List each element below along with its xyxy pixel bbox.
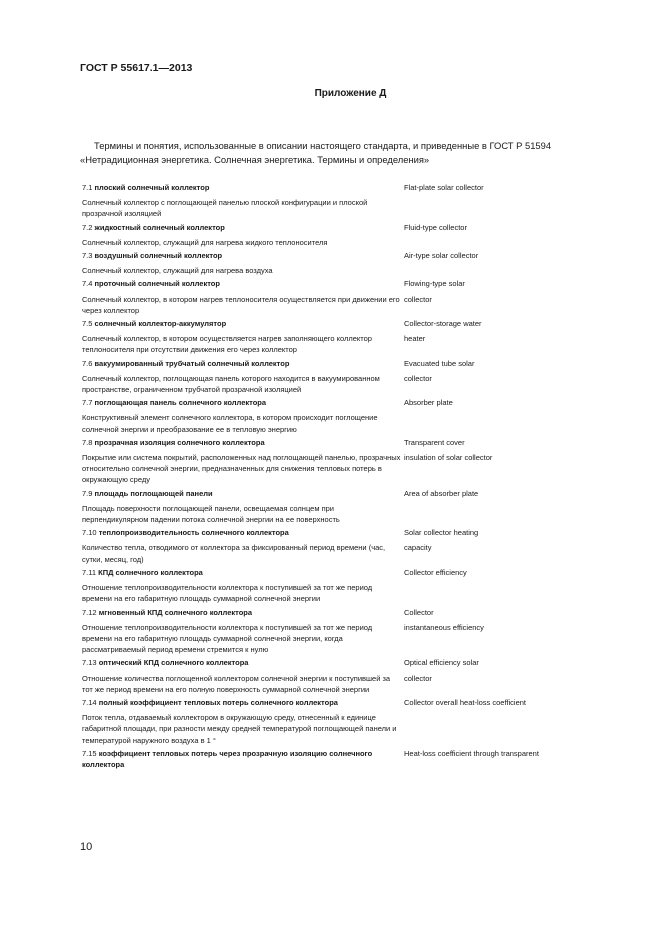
term-english: Collector: [404, 607, 434, 617]
term-russian-column: [82, 697, 402, 746]
term-number: 7.13: [82, 658, 97, 668]
term-name: оптический КПД солнечного коллектора: [98, 658, 249, 668]
page-number: 10: [80, 841, 93, 853]
term-definition: Отношение теплопроизводительности коллектора к поступившей за тот же период времени на его габаритную площадь суммарной солнечной энергии: [82, 583, 373, 604]
term-russian-column: [82, 437, 402, 486]
term-entry: [82, 318, 572, 356]
term-english: Solar collector heating: [404, 528, 479, 538]
term-russian-column: [82, 567, 402, 605]
term-english-column: [404, 607, 572, 656]
term-english-continued: instantaneous efficiency: [404, 622, 484, 632]
appendix-title: Приложение Д: [314, 88, 387, 99]
term-name: полный коэффициент тепловых потерь солнечного коллектора: [98, 697, 338, 707]
term-english-column: [404, 748, 572, 770]
term-entry: [82, 437, 572, 486]
term-definition: Площадь поверхности поглощающей панели, освещаемая солнцем при перпендикулярном падении потока солнечной энергии на ее поверхность: [82, 503, 340, 525]
term-english-column: [404, 567, 572, 605]
term-definition: Количество тепла, отводимого от коллектора за фиксированный период времени (час, сутки, месяц, год): [82, 543, 386, 564]
term-english-column: [404, 318, 572, 356]
term-english: Area of absorber plate: [404, 488, 479, 498]
term-name: площадь поглощающей панели: [94, 488, 213, 498]
term-entry: [82, 397, 572, 435]
term-russian-column: [82, 250, 402, 276]
term-name: прозрачная изоляция солнечного коллектора: [94, 437, 265, 447]
term-heading: [82, 657, 402, 668]
term-english: Collector efficiency: [404, 567, 467, 577]
term-entry: [82, 488, 572, 526]
term-english-column: [404, 437, 572, 486]
intro-text: Термины и понятия, использованные в описании настоящего стандарта, и приведенные в ГОСТ Р 51594 «Нетрадиционная энергетика. Солнечная энергетика. Термины и определения»: [80, 140, 552, 165]
term-russian-column: [82, 488, 402, 526]
term-definition: Солнечный коллектор с поглощающей панелью плоской конфигурации и плоской прозрачной изоляцией: [82, 198, 368, 219]
term-number: 7.9: [82, 488, 93, 498]
term-english-continued: insulation of solar collector: [404, 453, 493, 463]
term-russian-column: [82, 527, 402, 565]
term-english-continued: capacity: [404, 543, 432, 553]
term-number: 7.11: [82, 567, 97, 577]
term-russian-column: [82, 278, 402, 316]
term-russian-column: [82, 748, 402, 770]
term-english: Absorber plate: [404, 398, 453, 408]
term-entry: [82, 697, 572, 746]
term-heading: [82, 222, 402, 233]
term-heading: [82, 318, 402, 329]
term-english: Evacuated tube solar: [404, 358, 475, 368]
term-english: Flat-plate solar collector: [404, 183, 484, 192]
term-english-column: [404, 250, 572, 276]
term-definition: Солнечный коллектор, служащий для нагрева жидкого теплоносителя: [82, 237, 328, 247]
term-english-column: [404, 278, 572, 316]
term-english: Collector-storage water: [404, 319, 482, 329]
term-russian-column: [82, 657, 402, 695]
term-heading: [82, 182, 402, 193]
term-definition: Солнечный коллектор, в котором осуществляется нагрев заполняющего коллектор теплоносителя при отсутствии движения его через коллектор: [82, 334, 372, 355]
term-russian-column: [82, 607, 402, 656]
term-number: 7.5: [82, 319, 93, 329]
term-english: Fluid-type collector: [404, 222, 467, 232]
term-name: проточный солнечный коллектор: [94, 279, 220, 289]
term-number: 7.15: [82, 748, 97, 758]
term-name: поглощающая панель солнечного коллектора: [94, 398, 267, 408]
term-english-column: [404, 697, 572, 746]
term-definition: Отношение теплопроизводительности коллектора к поступившей за тот же период времени на его габаритную площадь суммарной солнечной энергии, когда рассматриваемый период времени стремится к нулю: [82, 622, 373, 655]
term-entry: [82, 222, 572, 248]
term-english-continued: collector: [404, 294, 432, 304]
term-number: 7.10: [82, 528, 97, 538]
term-name: солнечный коллектор-аккумулятор: [94, 319, 227, 329]
term-number: 7.1: [82, 183, 93, 192]
document-code: ГОСТ Р 55617.1—2013: [80, 62, 193, 74]
term-heading: [82, 358, 402, 369]
term-english-column: [404, 488, 572, 526]
term-number: 7.7: [82, 398, 93, 408]
term-name: теплопроизводительность солнечного коллектора: [98, 528, 289, 538]
term-name: КПД солнечного коллектора: [98, 567, 203, 577]
term-entry: [82, 567, 572, 605]
term-number: 7.14: [82, 697, 97, 707]
term-english-column: [404, 182, 572, 220]
term-entry: [82, 250, 572, 276]
term-russian-column: [82, 397, 402, 435]
term-heading: [82, 250, 402, 261]
term-english: Optical efficiency solar: [404, 658, 479, 668]
term-russian-column: [82, 358, 402, 396]
term-english-column: [404, 657, 572, 695]
term-entry: [82, 748, 572, 770]
term-english: Air-type solar collector: [404, 251, 479, 261]
term-number: 7.4: [82, 279, 93, 289]
term-definition: Отношение количества поглощенной коллектором солнечной энергии к поступившей за тот же период времени на его полную поверхность суммарной солнечной энергии: [82, 673, 391, 694]
term-heading: [82, 607, 402, 618]
term-english: Heat-loss coefficient through transparent: [404, 748, 539, 758]
term-heading: [82, 567, 402, 578]
term-number: 7.8: [82, 437, 93, 447]
term-name: коэффициент тепловых потерь через прозрачную изоляцию солнечного коллектора: [82, 748, 373, 769]
term-definition: Поток тепла, отдаваемый коллектором в окружающую среду, отнесенный к единице габаритной площади, при разности между средней температурой поглощающей панели и температурой наружного воздуха в 1 °: [82, 713, 397, 745]
term-english: Collector overall heat-loss coefficient: [404, 697, 527, 707]
term-russian-column: [82, 318, 402, 356]
term-russian-column: [82, 222, 402, 248]
term-english-continued: collector: [404, 373, 432, 383]
term-heading: [82, 397, 402, 408]
terms-table: [82, 182, 572, 770]
term-heading: [82, 278, 402, 289]
term-english: Transparent cover: [404, 437, 465, 447]
term-entry: [82, 657, 572, 695]
term-definition: Солнечный коллектор, служащий для нагрева воздуха: [82, 266, 273, 276]
term-definition: Покрытие или система покрытий, расположенных над поглощающей панелью, прозрачных относительно солнечной энергии, предназначенных для снижения тепловых потерь в окружающую среду: [82, 453, 401, 485]
term-english-column: [404, 222, 572, 248]
term-name: вакуумированный трубчатый солнечный коллектор: [94, 358, 290, 368]
term-english-column: [404, 358, 572, 396]
term-english: Flowing-type solar: [404, 279, 465, 289]
term-entry: [82, 358, 572, 396]
term-english-column: [404, 527, 572, 565]
term-entry: [82, 607, 572, 656]
term-number: 7.3: [82, 251, 93, 261]
term-russian-column: [82, 182, 402, 220]
term-entry: [82, 278, 572, 316]
term-name: плоский солнечный коллектор: [94, 183, 210, 192]
intro-paragraph: [80, 139, 620, 167]
term-name: жидкостный солнечный коллектор: [94, 222, 225, 232]
term-number: 7.12: [82, 607, 97, 617]
term-english-column: [404, 397, 572, 435]
term-heading: [82, 437, 402, 448]
term-definition: Конструктивный элемент солнечного коллектора, в котором происходит поглощение солнечной энергии и преобразование ее в тепловую энергию: [82, 413, 378, 434]
term-number: 7.6: [82, 358, 93, 368]
term-heading: [82, 488, 402, 499]
term-definition: Солнечный коллектор, в котором нагрев теплоносителя осуществляется при движении его через коллектор: [82, 294, 400, 315]
term-heading: [82, 697, 402, 708]
term-heading: [82, 748, 402, 770]
term-number: 7.2: [82, 222, 93, 232]
term-heading: [82, 527, 402, 538]
term-definition: Солнечный коллектор, поглощающая панель которого находится в вакуумированном пространстве, ограниченном трубчатой прозрачной изоляцией: [82, 373, 380, 395]
term-entry: [82, 527, 572, 565]
term-english-continued: heater: [404, 334, 426, 344]
term-name: мгновенный КПД солнечного коллектора: [98, 607, 253, 617]
term-entry: [82, 182, 572, 220]
term-english-continued: collector: [404, 673, 432, 683]
term-name: воздушный солнечный коллектор: [94, 251, 223, 261]
